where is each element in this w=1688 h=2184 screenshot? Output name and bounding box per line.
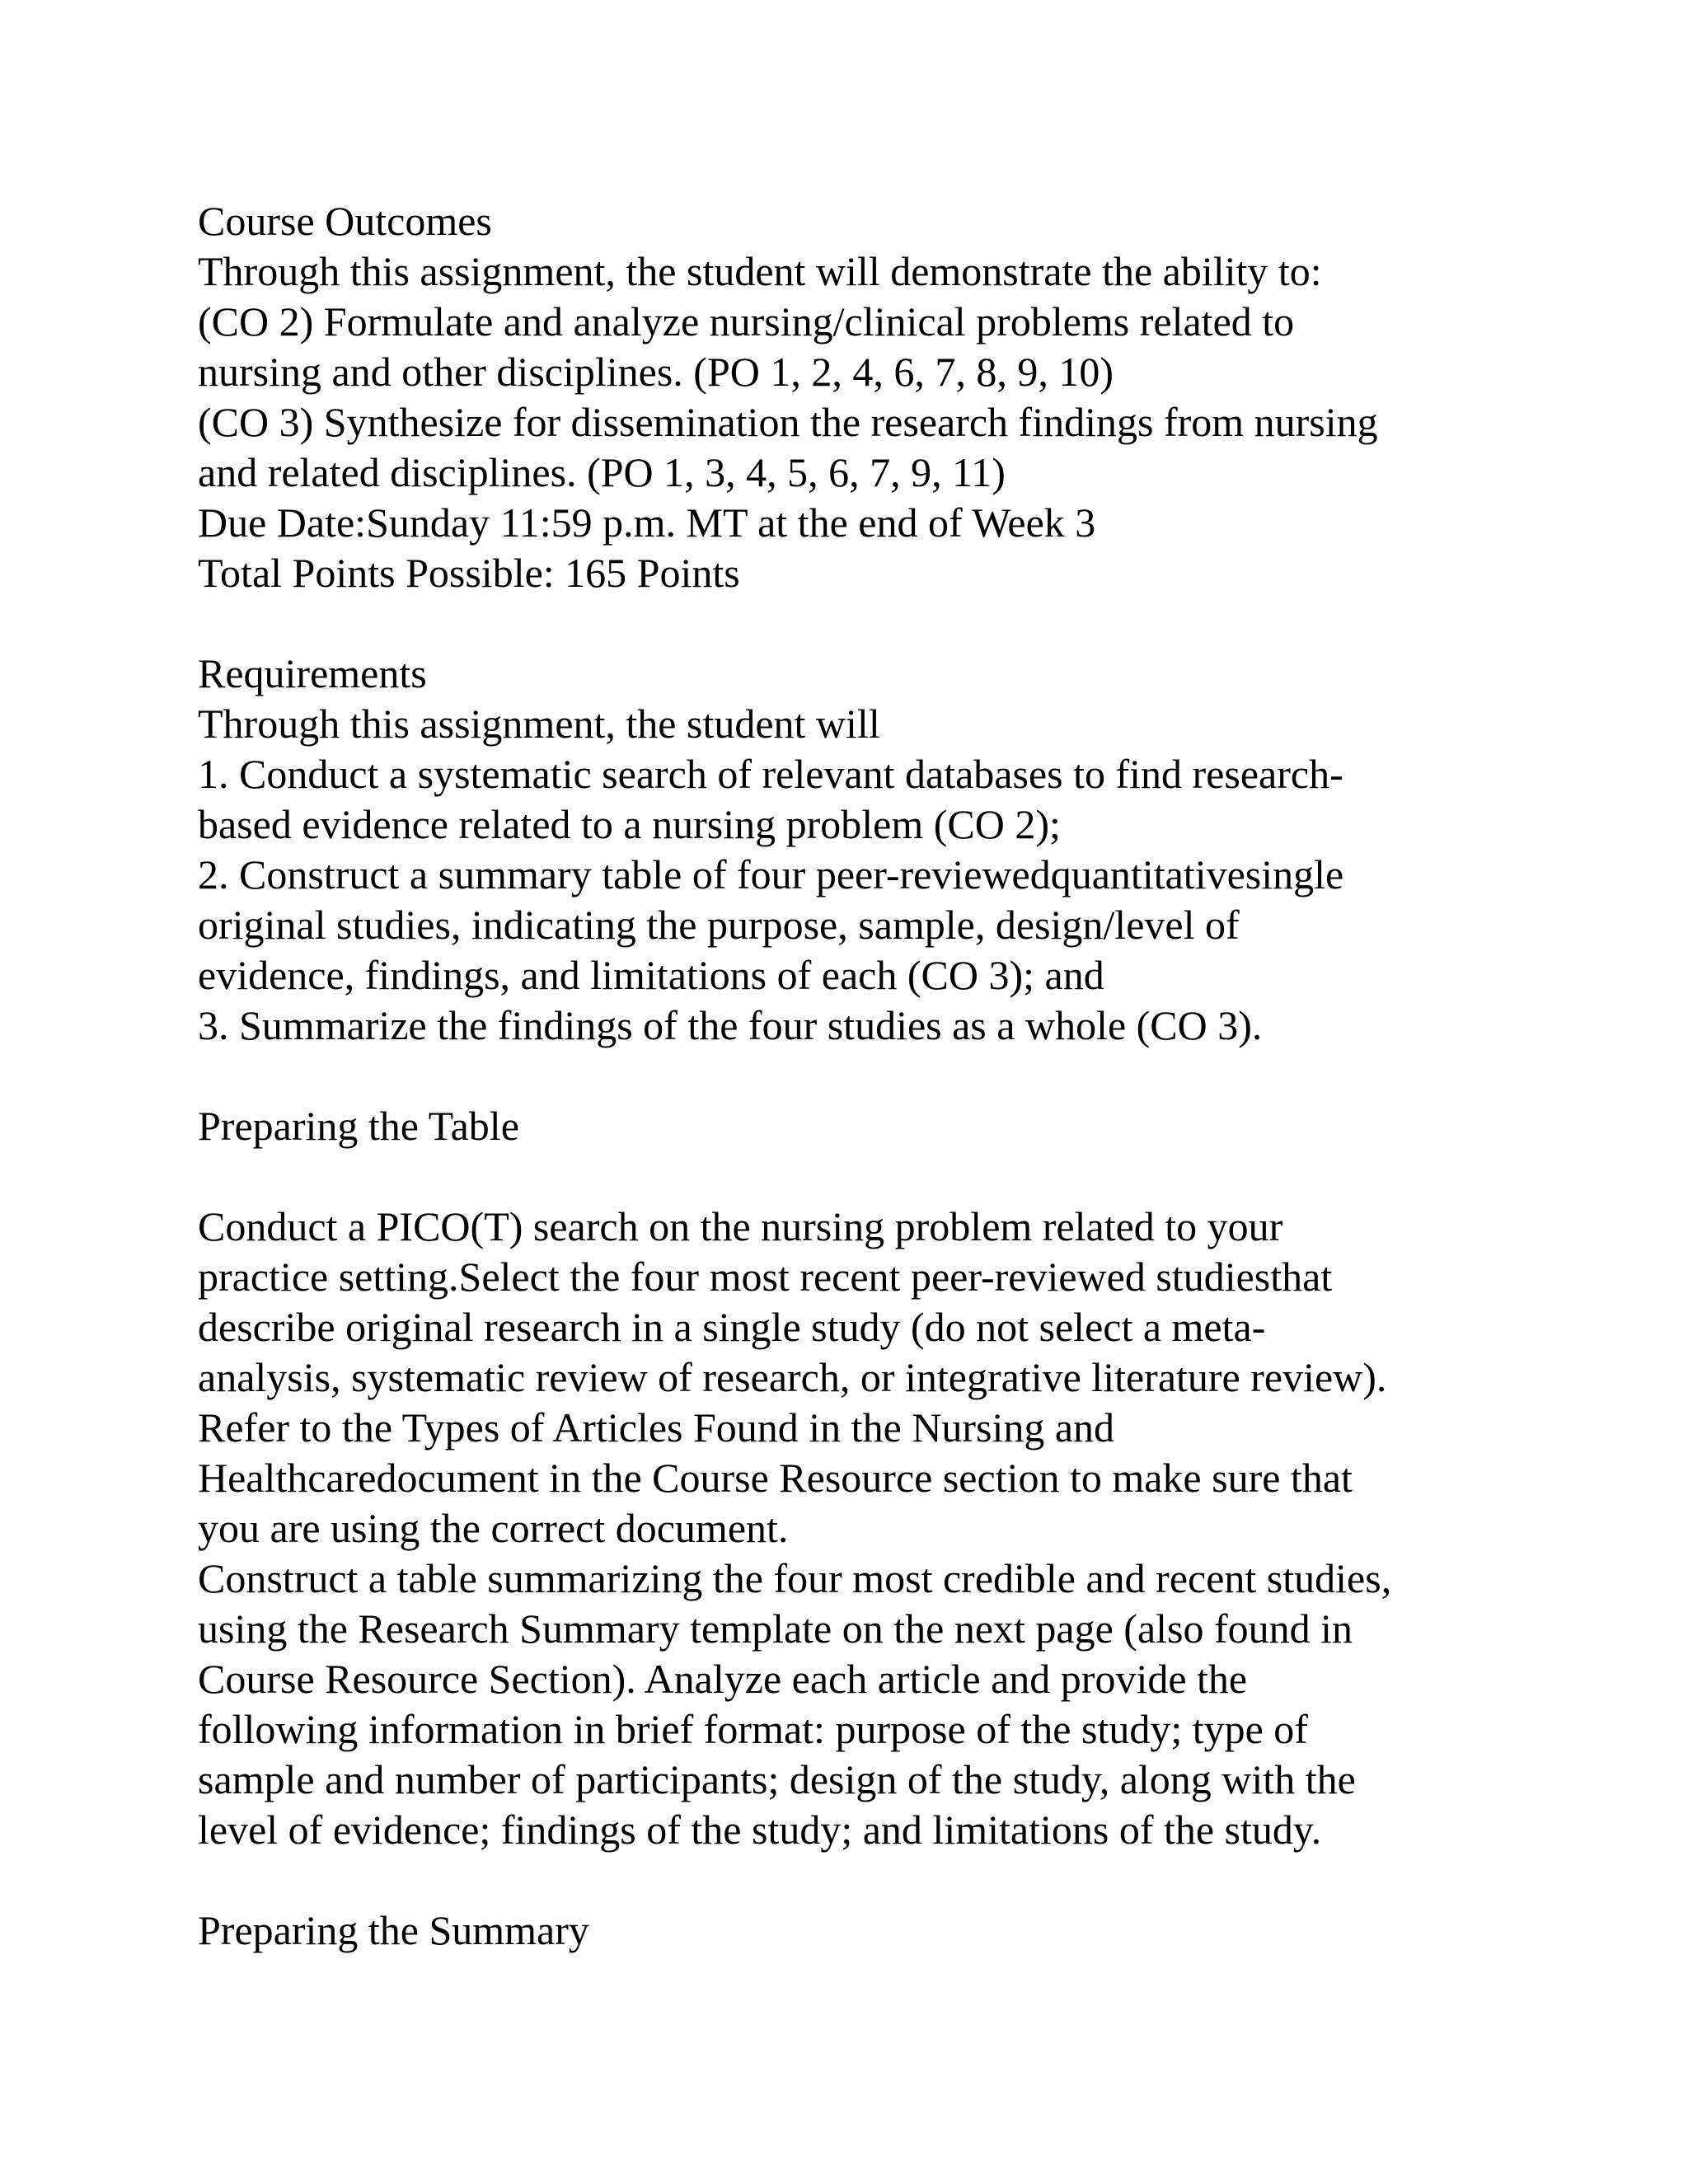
outcomes-line: (CO 2) Formulate and analyze nursing/clinical problems related to bbox=[198, 298, 1295, 344]
preparing-table-line: Conduct a PICO(T) search on the nursing problem related to your bbox=[198, 1203, 1283, 1249]
preparing-table-line: describe original research in a single study (do not select a meta- bbox=[198, 1304, 1266, 1350]
preparing-table-line: you are using the correct document. bbox=[198, 1505, 789, 1551]
requirements-section bbox=[198, 649, 1500, 1051]
outcomes-line: (CO 3) Synthesize for dissemination the research findings from nursing bbox=[198, 399, 1378, 445]
preparing-table-line: sample and number of participants; design of the study, along with the bbox=[198, 1756, 1356, 1802]
paragraph-spacer bbox=[198, 1051, 1500, 1101]
paragraph-spacer bbox=[198, 598, 1500, 649]
document-body bbox=[198, 196, 1500, 1956]
paragraph-spacer bbox=[198, 1151, 1500, 1202]
preparing-table-line: analysis, systematic review of research, or integrative literature review). bbox=[198, 1354, 1387, 1400]
preparing-table-line: following information in brief format: purpose of the study; type of bbox=[198, 1706, 1308, 1752]
preparing-table-line: Course Resource Section). Analyze each article and provide the bbox=[198, 1656, 1248, 1702]
total-points: Total Points Possible: 165 Points bbox=[198, 550, 740, 596]
preparing-summary-section bbox=[198, 1905, 1500, 1956]
requirements-line: 3. Summarize the findings of the four studies as a whole (CO 3). bbox=[198, 1002, 1263, 1048]
preparing-table-line: level of evidence; findings of the study; and limitations of the study. bbox=[198, 1807, 1322, 1853]
requirements-line: 1. Conduct a systematic search of relevant databases to find research- bbox=[198, 751, 1343, 797]
preparing-table-line: practice setting.Select the four most recent peer-reviewed studiesthat bbox=[198, 1254, 1333, 1300]
course-outcomes-heading: Course Outcomes bbox=[198, 198, 492, 244]
preparing-table-line: Construct a table summarizing the four most credible and recent studies, bbox=[198, 1555, 1392, 1601]
outcomes-line: nursing and other disciplines. (PO 1, 2, 4, 6, 7, 8, 9, 10) bbox=[198, 349, 1114, 395]
preparing-table-line: using the Research Summary template on the next page (also found in bbox=[198, 1605, 1353, 1652]
course-outcomes-section bbox=[198, 196, 1500, 598]
preparing-summary-heading: Preparing the Summary bbox=[198, 1907, 589, 1953]
preparing-table-line: Healthcaredocument in the Course Resource section to make sure that bbox=[198, 1455, 1353, 1501]
requirements-line: evidence, findings, and limitations of each (CO 3); and bbox=[198, 952, 1104, 998]
due-date: Due Date:Sunday 11:59 p.m. MT at the end of Week 3 bbox=[198, 499, 1096, 546]
paragraph-spacer bbox=[198, 1855, 1500, 1905]
requirements-heading: Requirements bbox=[198, 650, 427, 696]
preparing-table-section bbox=[198, 1101, 1500, 1855]
requirements-line: 2. Construct a summary table of four peer-reviewedquantitativesingle bbox=[198, 851, 1344, 898]
preparing-table-heading: Preparing the Table bbox=[198, 1103, 519, 1149]
outcomes-line: Through this assignment, the student will demonstrate the ability to: bbox=[198, 248, 1322, 294]
requirements-line: based evidence related to a nursing problem (CO 2); bbox=[198, 801, 1061, 847]
requirements-line: original studies, indicating the purpose, sample, design/level of bbox=[198, 902, 1240, 948]
requirements-line: Through this assignment, the student will bbox=[198, 701, 880, 747]
outcomes-line: and related disciplines. (PO 1, 3, 4, 5, 6, 7, 9, 11) bbox=[198, 449, 1006, 495]
preparing-table-line: Refer to the Types of Articles Found in the Nursing and bbox=[198, 1404, 1115, 1451]
